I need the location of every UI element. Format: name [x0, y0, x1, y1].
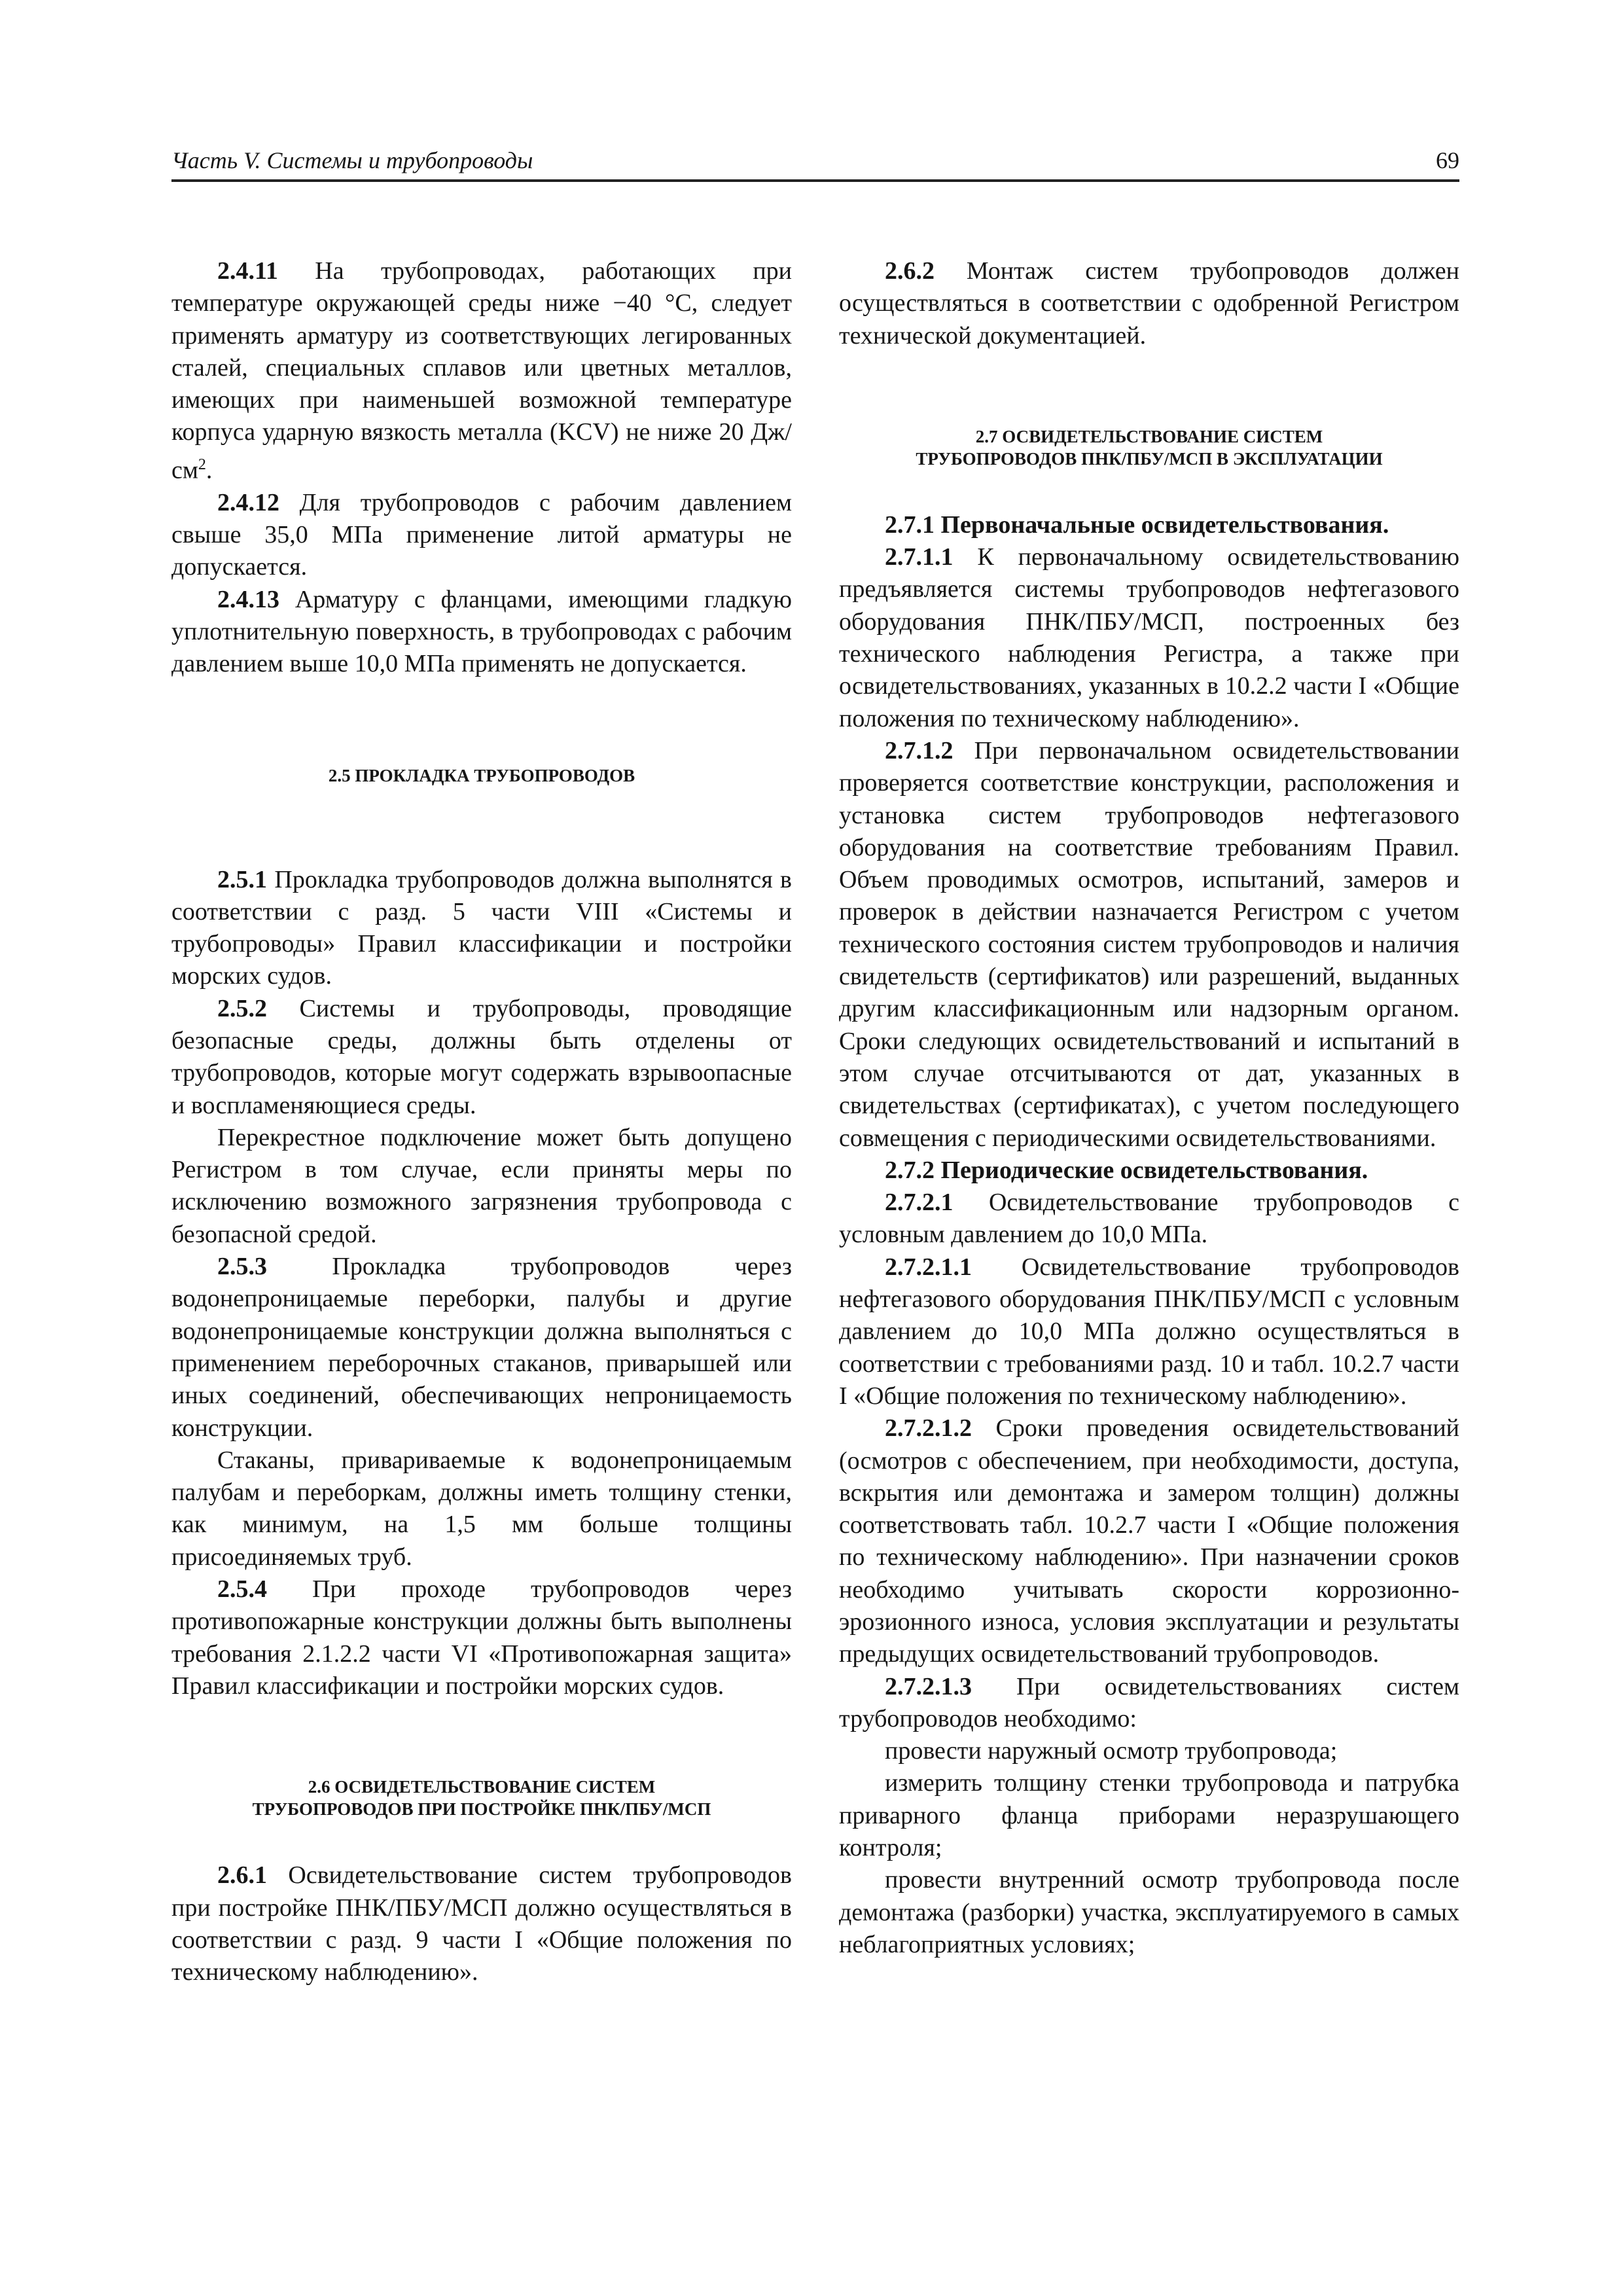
list-item-internal-inspection: провести внутренний осмотр трубопровода после демонтажа (разборки) участка, эксплуатируемого в самых неблагоприятных условиях; [839, 1866, 1459, 1958]
right-column [839, 255, 1459, 1961]
heading-line: ТРУБОПРОВОДОВ ПНК/ПБУ/МСП В ЭКСПЛУАТАЦИИ [916, 448, 1383, 469]
paragraph-2-7-2-1 [839, 1187, 1459, 1251]
paragraph-text: Прокладка трубопроводов через водонепроницаемые переборки, палубы и другие водонепроницаемые конструкции должна выполняться с применением переборочных стаканов, приварышей или иных соединений, обеспечивающих непроницаемость конструкции. [171, 1253, 792, 1442]
clause-number: 2.5.2 [217, 994, 267, 1022]
paragraph-2-4-13 [171, 584, 792, 681]
paragraph-text: Монтаж систем трубопроводов должен осуществляться в соответствии с одобренной Регистром технической документацией. [839, 257, 1459, 350]
clause-number: 2.7.2.1.1 [885, 1253, 972, 1281]
paragraph-text: При освидетельствованиях систем трубопроводов необходимо: [839, 1672, 1459, 1732]
paragraph-2-6-1 [171, 1859, 792, 1988]
clause-number: 2.5.3 [217, 1253, 267, 1281]
paragraph-2-6-2 [839, 255, 1459, 352]
paragraph-2-5-4 [171, 1573, 792, 1702]
heading-line: 2.6 ОСВИДЕТЕЛЬСТВОВАНИЕ СИСТЕМ [308, 1777, 656, 1797]
clause-number: 2.5.4 [217, 1575, 267, 1604]
paragraph-sleeves: Стаканы, привариваемые к водонепроницаемым палубам и переборкам, должны иметь толщину стенки, как минимум, на 1,5 мм больше толщины присоединяемых труб. [171, 1446, 792, 1571]
clause-number: 2.7.2.1.3 [885, 1672, 972, 1700]
paragraph-2-7-2-1-3 [839, 1671, 1459, 1736]
section-heading-2-7 [839, 425, 1459, 470]
paragraph-text: Прокладка трубопроводов должна выполнятся в соответствии с разд. 5 части VIII «Системы и трубопроводы» Правил классификации и постройки морских судов. [171, 865, 792, 990]
clause-number: 2.7.2.1.2 [885, 1414, 972, 1443]
running-header [171, 144, 1459, 182]
paragraph-text: Освидетельствование трубопроводов нефтегазового оборудования ПНК/ПБУ/МСП с условным давлением до 10,0 МПа должно осуществляться в соответствии с требованиями разд. 10 и табл. 10.2.7 части I «Общие положения по техническому наблюдению». [839, 1253, 1459, 1410]
paragraph-text: При проходе трубопроводов через противопожарные конструкции должны быть выполнены требования 2.1.2.2 части VI «Противопожарная защита» Правил классификации и постройки морских судов. [171, 1575, 792, 1700]
paragraph-2-7-1-1 [839, 541, 1459, 735]
subheading-2-7-2: 2.7.2 Периодические освидетельствования. [885, 1156, 1368, 1184]
section-heading-2-6 [171, 1776, 792, 1820]
heading-line: 2.7 ОСВИДЕТЕЛЬСТВОВАНИЕ СИСТЕМ [975, 426, 1323, 446]
paragraph-2-5-3 [171, 1251, 792, 1444]
paragraph-2-4-12 [171, 487, 792, 584]
section-heading-2-5: 2.5 ПРОКЛАДКА ТРУБОПРОВОДОВ [328, 765, 635, 785]
paragraph-2-7-1-2 [839, 735, 1459, 1155]
list-item-external-inspection: провести наружный осмотр трубопровода; [885, 1737, 1338, 1765]
list-item-thickness-measurement: измерить толщину стенки трубопровода и патрубка приварного фланца приборами неразрушающего контроля; [839, 1769, 1459, 1862]
heading-line: ТРУБОПРОВОДОВ ПРИ ПОСТРОЙКЕ ПНК/ПБУ/МСП [252, 1799, 711, 1820]
clause-number: 2.7.1.2 [885, 736, 954, 764]
paragraph-text: Освидетельствование трубопроводов с условным давлением до 10,0 МПа. [839, 1189, 1459, 1249]
page-number: 69 [1436, 147, 1459, 173]
paragraph-2-5-2 [171, 993, 792, 1122]
left-column [171, 255, 792, 1988]
clause-number: 2.4.12 [217, 488, 279, 516]
clause-number: 2.4.11 [217, 257, 278, 285]
subheading-2-7-1: 2.7.1 Первоначальные освидетельствования. [885, 511, 1389, 539]
paragraph-cross-connection: Перекрестное подключение может быть допущено Регистром в том случае, если приняты меры по исключению возможного загрязнения трубопровода с безопасной средой. [171, 1123, 792, 1248]
paragraph-tail: . [205, 456, 213, 484]
paragraph-text: Арматуру с фланцами, имеющими гладкую уплотнительную поверхность, в трубопроводах с рабочим давлением выше 10,0 МПа применять не допускается. [171, 585, 792, 678]
paragraph-text: На трубопроводах, работающих при температуре окружающей среды ниже −40 °С, следует применять арматуру из соответствующих легированных сталей, специальных сплавов или цветных металлов, имеющих при наименьшей возможной температуре корпуса ударную вязкость металла (KCV) не ниже 20 Дж/см [171, 257, 792, 484]
paragraph-text: Освидетельствование систем трубопроводов при постройке ПНК/ПБУ/МСП должно осуществляться в соответствии с разд. 9 части I «Общие положения по техническому наблюдению». [171, 1861, 792, 1986]
paragraph-2-7-2-1-1 [839, 1251, 1459, 1412]
running-title: Часть V. Системы и трубопроводы [171, 147, 533, 173]
clause-number: 2.6.1 [217, 1861, 267, 1890]
clause-number: 2.7.2.1 [885, 1189, 954, 1217]
paragraph-2-4-11 [171, 255, 792, 487]
superscript: 2 [198, 456, 206, 473]
paragraph-2-7-2-1-2 [839, 1412, 1459, 1670]
clause-number: 2.4.13 [217, 585, 279, 613]
paragraph-text: Системы и трубопроводы, проводящие безопасные среды, должны быть отделены от трубопроводов, которые могут содержать взрывоопасные и воспламеняющиеся среды. [171, 994, 792, 1119]
paragraph-2-5-1 [171, 864, 792, 993]
paragraph-text: При первоначальном освидетельствовании проверяется соответствие конструкции, расположения и установка систем трубопроводов нефтегазового оборудования на соответствие требованиям Правил. Объем проводимых осмотров, испытаний, замеров и проверок в действии назначается Регистром с учетом технического состояния систем трубопроводов и наличия свидетельств (сертификатов) или разрешений, выданных другим классификационным или надзорным органом. Сроки следующих освидетельствований и испытаний в этом случае отсчитываются от дат, указанных в свидетельствах (сертификатах), с учетом последующего совмещения с периодическими освидетельствованиями. [839, 736, 1459, 1152]
paragraph-text: К первоначальному освидетельствованию предъявляется системы трубопроводов нефтегазового оборудования ПНК/ПБУ/МСП, построенных без технического наблюдения Регистра, а также при освидетельствованиях, указанных в 10.2.2 части I «Общие положения по техническому наблюдению». [839, 543, 1459, 732]
clause-number: 2.7.1.1 [885, 543, 954, 571]
paragraph-text: Сроки проведения освидетельствований (осмотров с обеспечением, при необходимости, доступа, вскрытия или демонтажа и замером толщин) должны соответствовать табл. 10.2.7 части I «Общие положения по техническому наблюдению». При назначении сроков необходимо учитывать скорости коррозионно-эрозионного износа, условия эксплуатации и результаты предыдущих освидетельствований трубопроводов. [839, 1414, 1459, 1668]
clause-number: 2.5.1 [217, 865, 267, 893]
clause-number: 2.6.2 [885, 257, 935, 285]
paragraph-text: Для трубопроводов с рабочим давлением свыше 35,0 МПа применение литой арматуры не допускается. [171, 488, 792, 581]
